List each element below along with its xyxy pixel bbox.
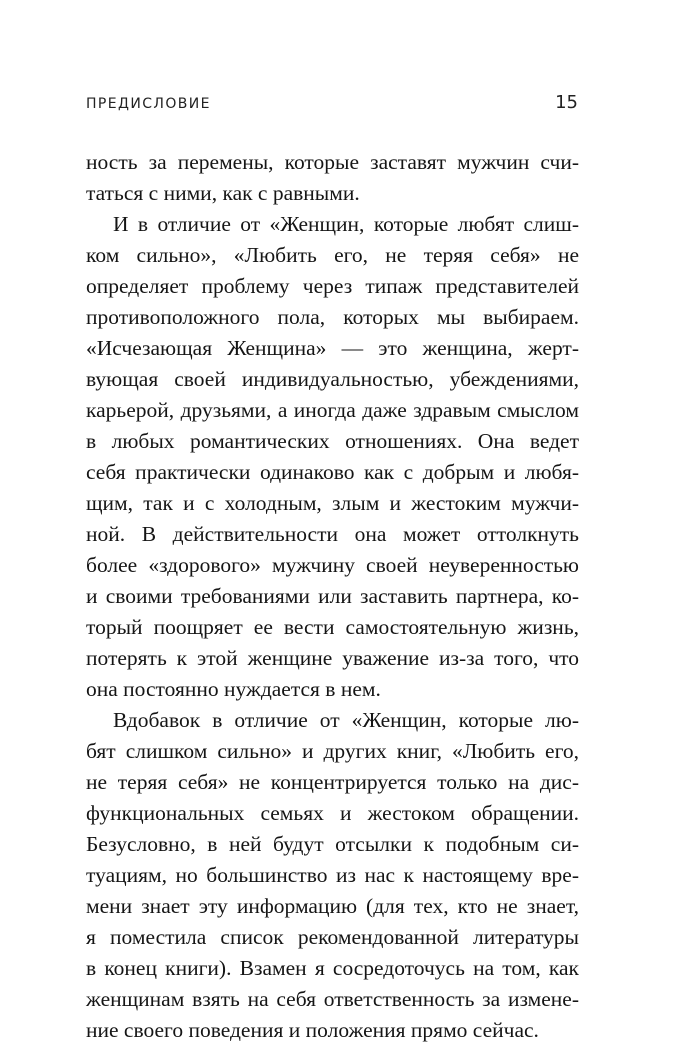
text-line: ние своего поведения и положения прямо сейчас.: [86, 1018, 539, 1042]
text-line: «Исчезающая Женщина» — это женщина, жерт-: [86, 336, 579, 360]
text-line: определяет проблему через типаж представителей: [86, 274, 579, 298]
text-line: не теряя себя» не концентрируется только на дис-: [86, 770, 579, 794]
text-line: в конец книги). Взамен я сосредоточусь на том, как: [86, 956, 579, 980]
text-line: И в отличие от «Женщин, которые любят слиш-: [113, 212, 579, 236]
text-line: функциональных семьях и жестоком обращении.: [86, 801, 579, 825]
text-line: более «здорового» мужчину своей неуверенностью: [86, 553, 579, 577]
text-line: Вдобавок в отличие от «Женщин, которые лю-: [113, 708, 579, 732]
body-text: [86, 147, 579, 1046]
text-line: потерять к этой женщине уважение из-за того, что: [86, 646, 579, 670]
text-line: женщинам взять на себя ответственность за измене-: [86, 987, 579, 1011]
text-line: она постоянно нуждается в нем.: [86, 677, 381, 701]
running-title: ПРЕДИСЛОВИЕ: [86, 96, 211, 112]
text-line: и своими требованиями или заставить партнера, ко-: [86, 584, 579, 608]
page-number: 15: [555, 92, 578, 113]
text-line: в любых романтических отношениях. Она ведет: [86, 429, 579, 453]
text-line: противоположного пола, которых мы выбираем.: [86, 305, 579, 329]
text-line: ной. В действительности она может оттолкнуть: [86, 522, 579, 546]
text-line: вующая своей индивидуальностью, убеждениями,: [86, 367, 579, 391]
text-line: таться с ними, как с равными.: [86, 181, 360, 205]
text-line: я поместила список рекомендованной литературы: [86, 925, 579, 949]
text-line: туациям, но большинство из нас к настоящему вре-: [86, 863, 579, 887]
text-line: себя практически одинаково как с добрым и любя-: [86, 460, 579, 484]
text-line: щим, так и с холодным, злым и жестоким мужчи-: [86, 491, 579, 515]
text-line: Безусловно, в ней будут отсылки к подобным си-: [86, 832, 579, 856]
text-line: бят слишком сильно» и других книг, «Любить его,: [86, 739, 579, 763]
text-line: мени знает эту информацию (для тех, кто не знает,: [86, 894, 579, 918]
text-line: карьерой, друзьями, а иногда даже здравым смыслом: [86, 398, 579, 422]
text-line: ность за перемены, которые заставят мужчин счи-: [86, 150, 579, 174]
text-line: ком сильно», «Любить его, не теряя себя» не: [86, 243, 579, 267]
text-line: торый поощряет ее вести самостоятельную жизнь,: [86, 615, 579, 639]
